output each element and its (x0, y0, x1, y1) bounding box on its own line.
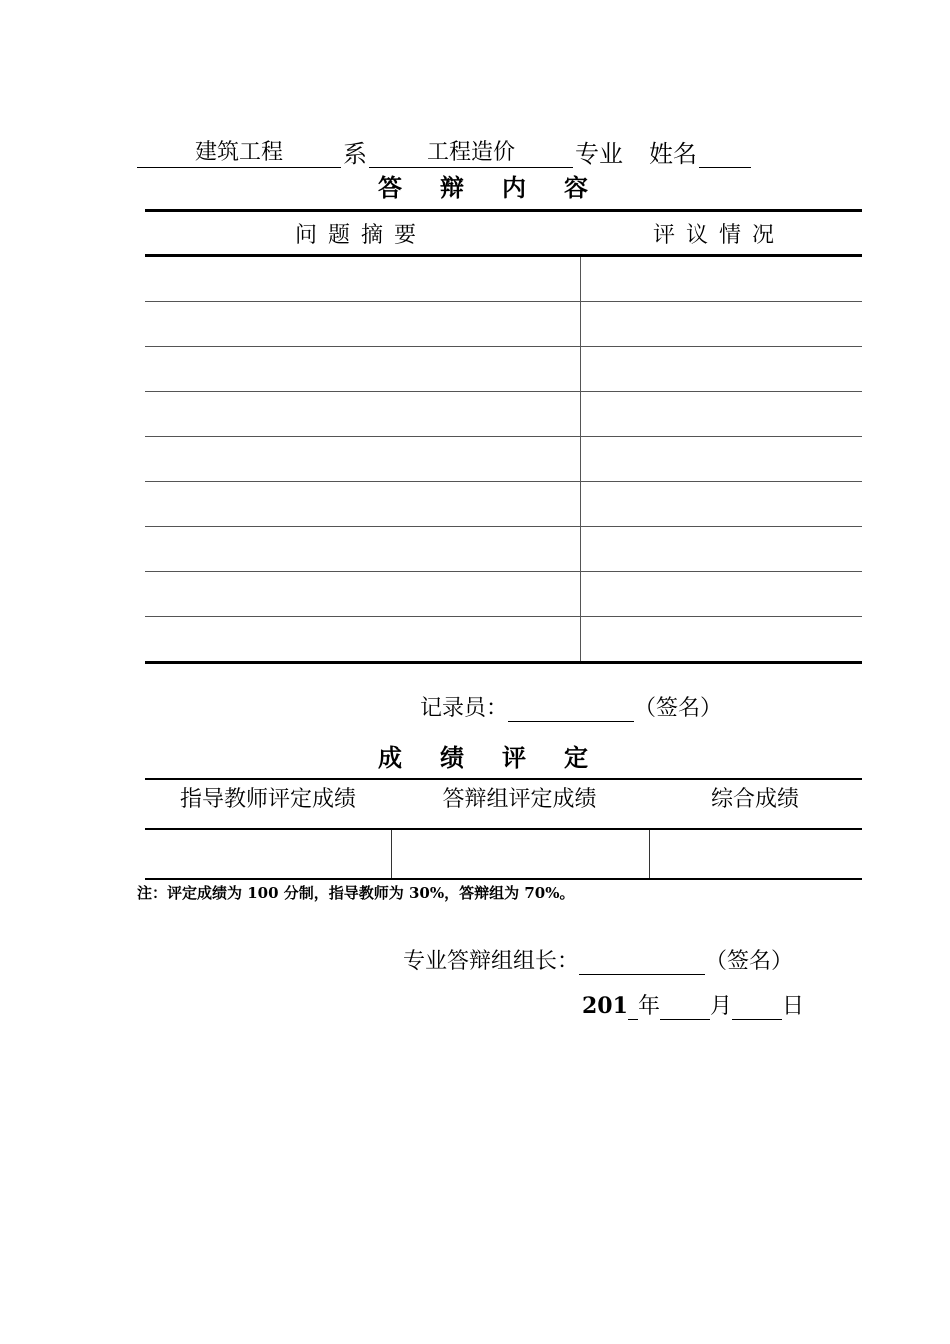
comment-cell[interactable] (581, 302, 862, 346)
col-overall-grade: 综合成绩 (710, 787, 799, 812)
recorder-label: 记录员： (420, 696, 509, 721)
table-row (145, 617, 862, 664)
question-cell[interactable] (145, 482, 581, 526)
year-label: 年 (637, 994, 660, 1019)
defense-title (378, 168, 588, 203)
advisor-grade-cell[interactable] (145, 830, 392, 878)
question-cell[interactable] (145, 527, 581, 571)
question-cell[interactable] (145, 392, 581, 436)
recorder-sign-note: （签名） (634, 696, 723, 721)
grading-table (145, 778, 862, 880)
defense-title-char: 辩 (440, 173, 464, 202)
table-row (145, 302, 862, 347)
major-suffix: 专业 (575, 140, 623, 168)
name-field[interactable] (699, 167, 751, 168)
col-question-summary: 问题摘要 (295, 223, 428, 248)
recorder-signature-field[interactable] (508, 697, 634, 722)
comment-cell[interactable] (581, 392, 862, 436)
table-row (145, 482, 862, 527)
grading-title-char: 评 (502, 743, 526, 772)
question-cell[interactable] (145, 347, 581, 391)
grading-table-header (145, 778, 862, 830)
comment-cell[interactable] (581, 482, 862, 526)
grading-note: 注：评定成绩为 100 分制，指导教师为 30%，答辩组为 70%。 (137, 884, 575, 902)
grading-title-char: 定 (564, 743, 588, 772)
year-field[interactable] (628, 997, 638, 1020)
day-field[interactable] (732, 997, 782, 1020)
grading-title-char: 成 (378, 743, 402, 772)
name-label: 姓名 (649, 140, 697, 168)
question-cell[interactable] (145, 617, 581, 661)
header-line (137, 134, 751, 168)
question-cell[interactable] (145, 257, 581, 301)
comment-cell[interactable] (581, 437, 862, 481)
question-cell[interactable] (145, 302, 581, 346)
leader-line (403, 944, 793, 975)
table-row (145, 437, 862, 482)
leader-label: 专业答辩组组长： (403, 949, 580, 974)
department-suffix: 系 (343, 140, 367, 168)
major-field[interactable]: 工程造价 (369, 139, 573, 168)
table-row (145, 257, 862, 302)
defense-title-char: 容 (564, 173, 588, 202)
col-committee-grade: 答辩组评定成绩 (442, 787, 597, 812)
month-label: 月 (709, 994, 732, 1019)
day-label: 日 (781, 994, 804, 1019)
grading-title (378, 738, 588, 773)
defense-table (145, 209, 862, 664)
col-advisor-grade: 指导教师评定成绩 (179, 787, 356, 812)
leader-signature-field[interactable] (579, 950, 705, 975)
defense-title-char: 答 (378, 173, 402, 202)
comment-cell[interactable] (581, 527, 862, 571)
question-cell[interactable] (145, 437, 581, 481)
year-prefix: 201 (582, 993, 628, 1019)
table-row (145, 392, 862, 437)
recorder-line (420, 691, 722, 722)
committee-grade-cell[interactable] (392, 830, 650, 878)
month-field[interactable] (660, 997, 710, 1020)
comment-cell[interactable] (581, 572, 862, 616)
table-row (145, 572, 862, 617)
comment-cell[interactable] (581, 347, 862, 391)
overall-grade-cell[interactable] (650, 830, 862, 878)
col-comment: 评议情况 (653, 223, 786, 248)
defense-title-char: 内 (502, 173, 526, 202)
defense-table-header (145, 209, 862, 257)
date-line (582, 989, 804, 1020)
grading-title-char: 绩 (440, 743, 464, 772)
comment-cell[interactable] (581, 257, 862, 301)
department-field[interactable]: 建筑工程 (137, 139, 341, 168)
table-row (145, 830, 862, 880)
comment-cell[interactable] (581, 617, 862, 661)
leader-sign-note: （签名） (705, 949, 794, 974)
table-row (145, 347, 862, 392)
table-row (145, 527, 862, 572)
question-cell[interactable] (145, 572, 581, 616)
